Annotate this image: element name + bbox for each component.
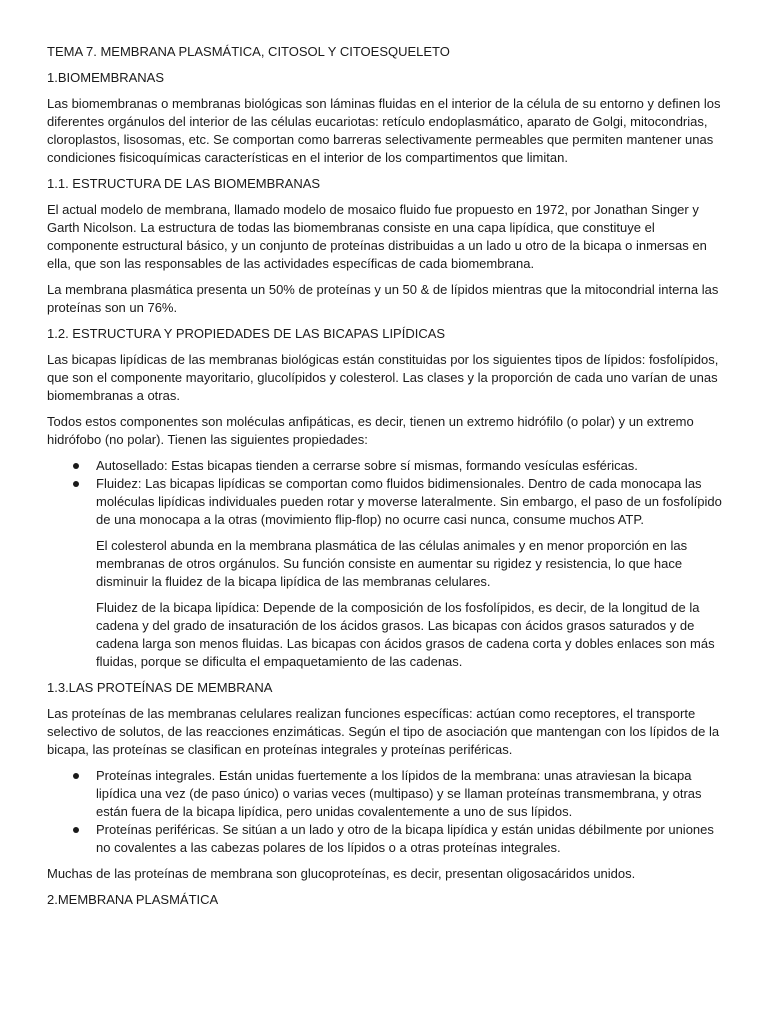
list-item-text: Proteínas integrales. Están unidas fuertemente a los lípidos de la membrana: unas atraviesan la bicapa lipídica una vez (de paso único) o varias veces (multipaso) y se llaman proteínas transmembrana, y otras están fuera de la bicapa lipídica, pero unidas covalentemente a uno de sus lípidos.	[96, 768, 702, 819]
bullet-icon	[73, 463, 79, 469]
list-item	[47, 475, 722, 529]
section-heading-biomembranas: 1.BIOMEMBRANAS	[47, 70, 165, 85]
section-heading-bicapas: 1.2. ESTRUCTURA Y PROPIEDADES DE LAS BICAPAS LIPÍDICAS	[47, 326, 446, 341]
paragraph-bicapas-1: Las bicapas lipídicas de las membranas biológicas están constituidas por los siguientes tipos de lípidos: fosfolípidos, que son el componente mayoritario, glucolípidos y colesterol. Las clases y la proporción de cada uno varían de unas biomembranas a otras.	[47, 352, 719, 403]
section-heading-estructura: 1.1. ESTRUCTURA DE LAS BIOMEMBRANAS	[47, 176, 321, 191]
list-item	[47, 821, 722, 857]
bullet-icon	[73, 773, 79, 779]
protein-types-list	[47, 767, 722, 857]
paragraph-proteinas: Las proteínas de las membranas celulares realizan funciones específicas: actúan como receptores, el transporte selectivo de solutos, de las reacciones enzimáticas. Según el tipo de asociación que mantengan con los lípidos de la bicapa, las proteínas se clasifican en proteínas integrales y proteínas periféricas.	[47, 706, 720, 757]
list-item-text: Proteínas periféricas. Se sitúan a un lado y otro de la bicapa lipídica y están unidas débilmente por uniones no covalentes a las cabezas polares de los lípidos o a otras proteínas integrales.	[96, 822, 714, 855]
paragraph-bicapas-2: Todos estos componentes son moléculas anfipáticas, es decir, tienen un extremo hidrófilo (o polar) y un extremo hidrófobo (no polar). Tienen las siguientes propiedades:	[47, 414, 694, 447]
paragraph-biomembranas: Las biomembranas o membranas biológicas son láminas fluidas en el interior de la célula de su entorno y definen los diferentes orgánulos del interior de las células eucariotas: retículo endoplasmático, aparato de Golgi, mitocondrias, cloroplastos, lisosomas, etc. Se comportan como barreras selectivamente permeables que permiten mantener unas condiciones fisicoquímicas características en el interior de los compartimentos que limitan.	[47, 96, 721, 165]
paragraph-estructura-2: La membrana plasmática presenta un 50% de proteínas y un 50 & de lípidos mientras que la mitocondrial interna las proteínas son un 76%.	[47, 282, 719, 315]
bullet-icon	[73, 481, 79, 487]
section-heading-proteinas: 1.3.LAS PROTEÍNAS DE MEMBRANA	[47, 680, 273, 695]
list-item	[47, 767, 722, 821]
list-item	[47, 457, 722, 475]
paragraph-colesterol: El colesterol abunda en la membrana plasmática de las células animales y en menor proporción en las membranas de otros orgánulos. Su función consiste en aumentar su rigidez y resistencia, lo que hace disminuir la fluidez de la bicapa lipídica de las membranas celulares.	[96, 538, 688, 589]
paragraph-fluidez: Fluidez de la bicapa lipídica: Depende de la composición de los fosfolípidos, es decir, de la longitud de la cadena y del grado de insaturación de los ácidos grasos. Las bicapas con ácidos grasos saturados y de cadena larga son menos fluidas. Las bicapas con ácidos grasos de cadena corta y dobles enlaces son más fluidas, porque se dificulta el empaquetamiento de las cadenas.	[96, 600, 715, 669]
properties-list	[47, 457, 722, 529]
bullet-icon	[73, 827, 79, 833]
list-item-text: Autosellado: Estas bicapas tienden a cerrarse sobre sí mismas, formando vesículas esféricas.	[96, 458, 638, 473]
paragraph-estructura-1: El actual modelo de membrana, llamado modelo de mosaico fluido fue propuesto en 1972, por Jonathan Singer y Garth Nicolson. La estructura de todas las biomembranas consiste en una capa lipídica, que constituye el componente estructural básico, y un conjunto de proteínas distribuidas a un lado u otro de la bicapa o inmersas en ella, que son las responsables de las actividades específicas de cada biomembrana.	[47, 202, 707, 271]
document-body	[47, 43, 722, 917]
paragraph-glucoproteinas: Muchas de las proteínas de membrana son glucoproteínas, es decir, presentan oligosacáridos unidos.	[47, 866, 636, 881]
section-heading-membrana-plasmatica: 2.MEMBRANA PLASMÁTICA	[47, 892, 219, 907]
list-item-text: Fluidez: Las bicapas lipídicas se comportan como fluidos bidimensionales. Dentro de cada monocapa las moléculas lipídicas individuales pueden rotar y moverse lateralmente. Sin embargo, el paso de un fosfolípido de una monocapa a la otras (movimiento flip-flop) no ocurre casi nunca, consume muchos ATP.	[96, 476, 722, 527]
document-title: TEMA 7. MEMBRANA PLASMÁTICA, CITOSOL Y CITOESQUELETO	[47, 44, 450, 59]
